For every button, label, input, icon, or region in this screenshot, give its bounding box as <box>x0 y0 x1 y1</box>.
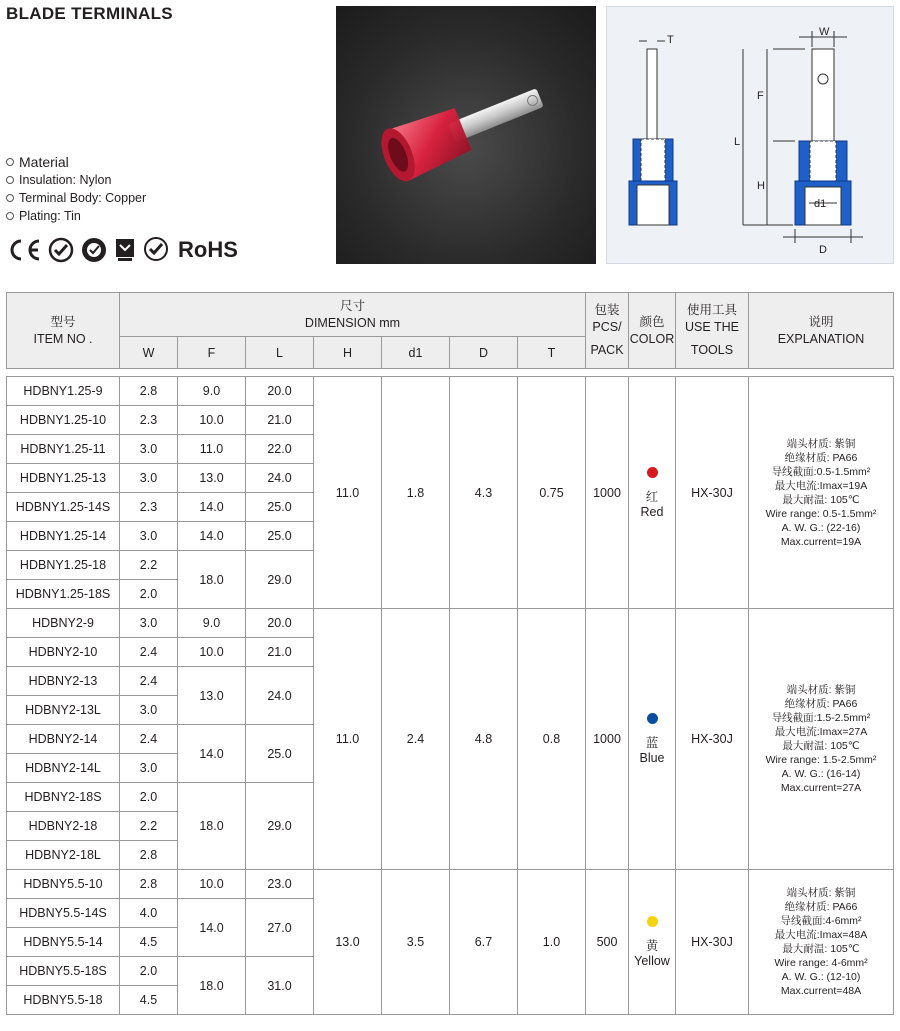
dim-label-w: W <box>819 26 830 38</box>
cell-d1: 3.5 <box>382 870 450 1015</box>
dim-label-l: L <box>734 136 741 148</box>
rohs-mark: RoHS <box>178 237 238 262</box>
table-row: HDBNY2-14 2.4 14.0 25.0 <box>7 725 894 754</box>
cell-explanation: 端头材质: 紫铜 绝缘材质: PA66 导线截面:1.5-2.5mm² 最大电流:Imax=27A 最大耐温: 105℃ Wire range: 1.5-2.5mm² A. W. G.: (16-14) Max.current=27A <box>749 609 894 870</box>
cell-color: 红 Red <box>629 377 676 609</box>
col-header-dimension: 尺寸 DIMENSION mm <box>120 293 586 337</box>
dimension-drawing <box>606 6 894 264</box>
table-row: HDBNY2-18 2.2 <box>7 812 894 841</box>
col-header-color: 颜色 COLOR <box>629 293 676 369</box>
col-header-w: W <box>120 337 178 369</box>
cell-pack: 500 <box>586 870 629 1015</box>
material-list <box>6 153 146 225</box>
table-row: HDBNY1.25-11 3.0 11.0 22.0 <box>7 435 894 464</box>
spec-table-container <box>6 292 894 1015</box>
col-header-t: T <box>518 337 586 369</box>
table-row: HDBNY1.25-14S 2.3 14.0 25.0 <box>7 493 894 522</box>
dim-label-h: H <box>757 180 765 192</box>
table-row: HDBNY5.5-10 2.8 10.0 23.0 13.0 3.5 6.7 1.0 500 黄 Yellow HX-30J 端头材质: 紫铜 绝缘材质: PA66 导线截面:4-6mm² 最大电流:Imax=48A 最大耐温: 105℃ Wire range: 4-6mm² A. W. G.: (12-10) Max.current=48A <box>7 870 894 899</box>
side-view-drawing <box>629 41 677 225</box>
cell-color: 蓝 Blue <box>629 609 676 870</box>
table-row: HDBNY2-9 3.0 9.0 20.0 11.0 2.4 4.8 0.8 1000 蓝 Blue HX-30J 端头材质: 紫铜 绝缘材质: PA66 导线截面:1.5-2.5mm² 最大电流:Imax=27A 最大耐温: 105℃ Wire range: 1.5-2.5mm² A. W. G.: (16-14) Max.current=27A <box>7 609 894 638</box>
cell-explanation: 端头材质: 紫铜 绝缘材质: PA66 导线截面:4-6mm² 最大电流:Imax=48A 最大耐温: 105℃ Wire range: 4-6mm² A. W. G.: (12-10) Max.current=48A <box>749 870 894 1015</box>
cell-tool: HX-30J <box>676 377 749 609</box>
cell-t: 0.8 <box>518 609 586 870</box>
col-header-f: F <box>178 337 246 369</box>
ukas-mark-icon <box>114 237 136 263</box>
col-header-h: H <box>314 337 382 369</box>
table-row: HDBNY1.25-13 3.0 13.0 24.0 <box>7 464 894 493</box>
col-header-explanation: 说明 EXPLANATION <box>749 293 894 369</box>
cell-pack: 1000 <box>586 609 629 870</box>
dim-label-t: T <box>667 34 674 46</box>
page-title: BLADE TERMINALS <box>6 4 173 23</box>
table-row: HDBNY5.5-18 4.5 <box>7 986 894 1015</box>
product-photo <box>336 6 596 264</box>
spec-table <box>6 292 894 1015</box>
table-row: HDBNY5.5-18S 2.0 18.0 31.0 <box>7 957 894 986</box>
table-row: HDBNY1.25-9 2.8 9.0 20.0 11.0 1.8 4.3 0.75 1000 红 Red HX-30J 端头材质: 紫铜 绝缘材质: PA66 导线截面:0.5-1.5mm² 最大电流:Imax=19A 最大耐温: 105℃ Wire range: 0.5-1.5mm² A. W. G.: (22-16) Max.current=19A <box>7 377 894 406</box>
material-body: Terminal Body: Copper <box>6 189 146 207</box>
cell-t: 1.0 <box>518 870 586 1015</box>
table-row: HDBNY2-13L 3.0 <box>7 696 894 725</box>
yellow-color-dot-icon <box>647 916 658 927</box>
table-row: HDBNY5.5-14 4.5 <box>7 928 894 957</box>
dim-label-d: D <box>819 244 827 256</box>
cell-d1: 2.4 <box>382 609 450 870</box>
ce-mark-icon <box>6 237 42 263</box>
cell-tool: HX-30J <box>676 609 749 870</box>
col-header-l: L <box>246 337 314 369</box>
col-header-pack: 包装 PCS/ PACK <box>586 293 629 369</box>
cell-tool: HX-30J <box>676 870 749 1015</box>
table-row: HDBNY2-10 2.4 10.0 21.0 <box>7 638 894 667</box>
col-header-d: D <box>450 337 518 369</box>
dim-label-f: F <box>757 90 764 102</box>
iso-seal-icon <box>80 236 108 264</box>
table-row: HDBNY1.25-14 3.0 14.0 25.0 <box>7 522 894 551</box>
blue-color-dot-icon <box>647 713 658 724</box>
table-row: HDBNY2-14L 3.0 <box>7 754 894 783</box>
table-row: HDBNY1.25-18S 2.0 <box>7 580 894 609</box>
material-plating: Plating: Tin <box>6 207 146 225</box>
cell-h: 11.0 <box>314 609 382 870</box>
cell-pack: 1000 <box>586 377 629 609</box>
col-header-item: 型号 ITEM NO . <box>7 293 120 369</box>
sgs-mark-icon <box>142 236 170 264</box>
table-row: HDBNY1.25-18 2.2 18.0 29.0 <box>7 551 894 580</box>
cell-d: 4.3 <box>450 377 518 609</box>
col-header-tools: 使用工具 USE THE TOOLS <box>676 293 749 369</box>
ccc-mark-icon <box>48 237 74 263</box>
cell-h: 11.0 <box>314 377 382 609</box>
col-header-d1: d1 <box>382 337 450 369</box>
table-row: HDBNY1.25-10 2.3 10.0 21.0 <box>7 406 894 435</box>
dim-label-d1: d1 <box>814 198 827 210</box>
material-heading: Material <box>6 153 146 171</box>
cell-h: 13.0 <box>314 870 382 1015</box>
red-color-dot-icon <box>647 467 658 478</box>
table-row: HDBNY5.5-14S 4.0 14.0 27.0 <box>7 899 894 928</box>
cell-t: 0.75 <box>518 377 586 609</box>
table-row: HDBNY2-18S 2.0 18.0 29.0 <box>7 783 894 812</box>
cell-d: 6.7 <box>450 870 518 1015</box>
material-insulation: Insulation: Nylon <box>6 171 146 189</box>
front-view-drawing <box>743 31 863 243</box>
certification-logos <box>6 236 238 264</box>
cell-explanation: 端头材质: 紫铜 绝缘材质: PA66 导线截面:0.5-1.5mm² 最大电流:Imax=19A 最大耐温: 105℃ Wire range: 0.5-1.5mm² A. W. G.: (22-16) Max.current=19A <box>749 377 894 609</box>
table-row: HDBNY2-13 2.4 13.0 24.0 <box>7 667 894 696</box>
cell-color: 黄 Yellow <box>629 870 676 1015</box>
cell-d1: 1.8 <box>382 377 450 609</box>
cell-d: 4.8 <box>450 609 518 870</box>
table-row: HDBNY2-18L 2.8 <box>7 841 894 870</box>
